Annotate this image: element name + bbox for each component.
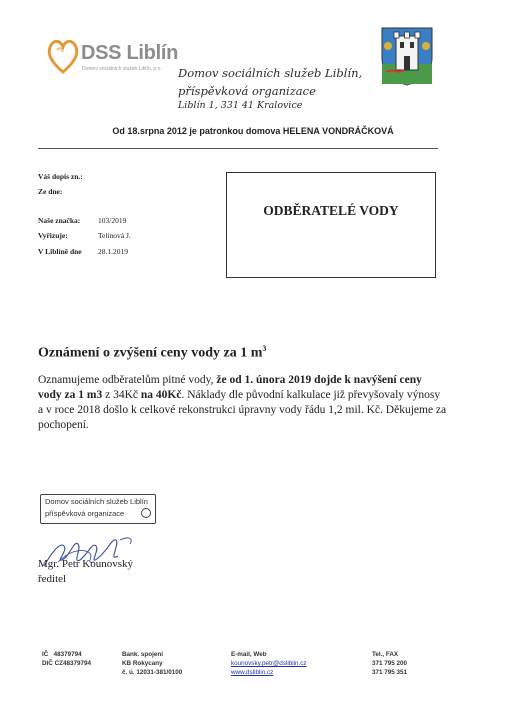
our-ref-value: 103/2019 bbox=[98, 216, 127, 225]
date-label: Ze dne: bbox=[38, 187, 63, 196]
footer-web bbox=[231, 650, 307, 677]
ic-value: 48379794 bbox=[53, 651, 82, 658]
handled-by-label: Vyřizuje: bbox=[38, 231, 68, 240]
your-letter-label: Váš dopis zn.: bbox=[38, 172, 83, 181]
stamp-circle-icon bbox=[141, 508, 151, 518]
footer-dic bbox=[42, 659, 91, 668]
body-part-3: . Náklady dle původní kalkulace již převyšovaly výnosy a v roce 2018 došlo k celkové rekonstrukci úpravny vody řádu 1,2 mil. Kč. Děkujeme za pochopení. bbox=[38, 389, 447, 431]
organization-stamp bbox=[40, 494, 156, 524]
organization-address: Liblín 1, 331 41 Kralovice bbox=[178, 100, 303, 111]
web-label: E-mail, Web bbox=[231, 651, 267, 658]
organization-type: příspěvková organizace bbox=[178, 84, 316, 98]
logo-name: DSS Liblín bbox=[81, 42, 179, 64]
body-bold-2: na 40Kč bbox=[140, 389, 182, 401]
footer-phone bbox=[372, 650, 407, 677]
footer-ic bbox=[42, 650, 91, 659]
stamp-line-1: Domov sociálních služeb Liblín bbox=[45, 497, 148, 506]
heart-logo-icon bbox=[45, 36, 81, 76]
bank-name: KB Rokycany bbox=[122, 660, 163, 667]
signer-role: ředitel bbox=[38, 573, 67, 585]
place-date-value: 28.1.2019 bbox=[98, 247, 128, 256]
web-link[interactable]: www.dsliblin.cz bbox=[231, 669, 274, 676]
your-letter-date bbox=[38, 187, 62, 196]
stamp-line-2: příspěvková organizace bbox=[45, 509, 125, 518]
our-ref-label: Naše značka: bbox=[38, 216, 81, 225]
dss-logo bbox=[45, 36, 195, 84]
dic-value: CZ48379794 bbox=[54, 660, 92, 667]
logo-subtitle: Domov sociálních služeb Liblín, p.o. bbox=[82, 66, 162, 72]
letter-title-text: Oznámení o zvýšení ceny vody za 1 m bbox=[38, 345, 263, 361]
handled-by bbox=[38, 231, 131, 240]
patron-note: Od 18.srpna 2012 je patronkou domova HELENA VONDRÁČKOVÁ bbox=[112, 126, 394, 136]
body-part-1: Oznamujeme odběratelům pitné vody, bbox=[38, 374, 217, 386]
body-part-2: z 34Kč bbox=[102, 389, 141, 401]
bank-label: Bank. spojení bbox=[122, 651, 163, 658]
handled-by-value: Telínová J. bbox=[98, 231, 131, 240]
bank-account: č. ú. 12031-381/0100 bbox=[122, 669, 183, 676]
letter-title-superscript: 3 bbox=[262, 344, 267, 353]
phone-2: 371 795 351 bbox=[372, 669, 408, 676]
footer-ids bbox=[42, 650, 91, 668]
recipient-name: ODBĚRATELÉ VODY bbox=[263, 203, 399, 218]
phone-label: Tel., FAX bbox=[372, 651, 399, 658]
header-divider bbox=[38, 148, 438, 149]
your-letter-ref bbox=[38, 172, 83, 181]
letter-title bbox=[38, 344, 266, 362]
place-date bbox=[38, 247, 128, 256]
email-link[interactable]: kounovsky.petr@dsliblin.cz bbox=[231, 660, 307, 667]
letter-body bbox=[38, 373, 448, 433]
phone-1: 371 795 200 bbox=[372, 660, 408, 667]
body-bold-1: že od 1. února 2019 dojde k navýšení ceny vody za 1 m3 bbox=[38, 374, 422, 401]
our-ref bbox=[38, 216, 127, 225]
coat-of-arms-icon bbox=[378, 24, 436, 86]
organization-name: Domov sociálních služeb Liblín, bbox=[178, 66, 363, 80]
footer-bank bbox=[122, 650, 182, 677]
ic-label: IČ bbox=[42, 651, 49, 658]
dic-label: DIČ bbox=[42, 660, 53, 667]
recipient-box bbox=[226, 172, 436, 278]
signer-name: Mgr. Petr Kounovský bbox=[38, 558, 134, 570]
place-date-label: V Liblíně dne bbox=[38, 247, 82, 256]
